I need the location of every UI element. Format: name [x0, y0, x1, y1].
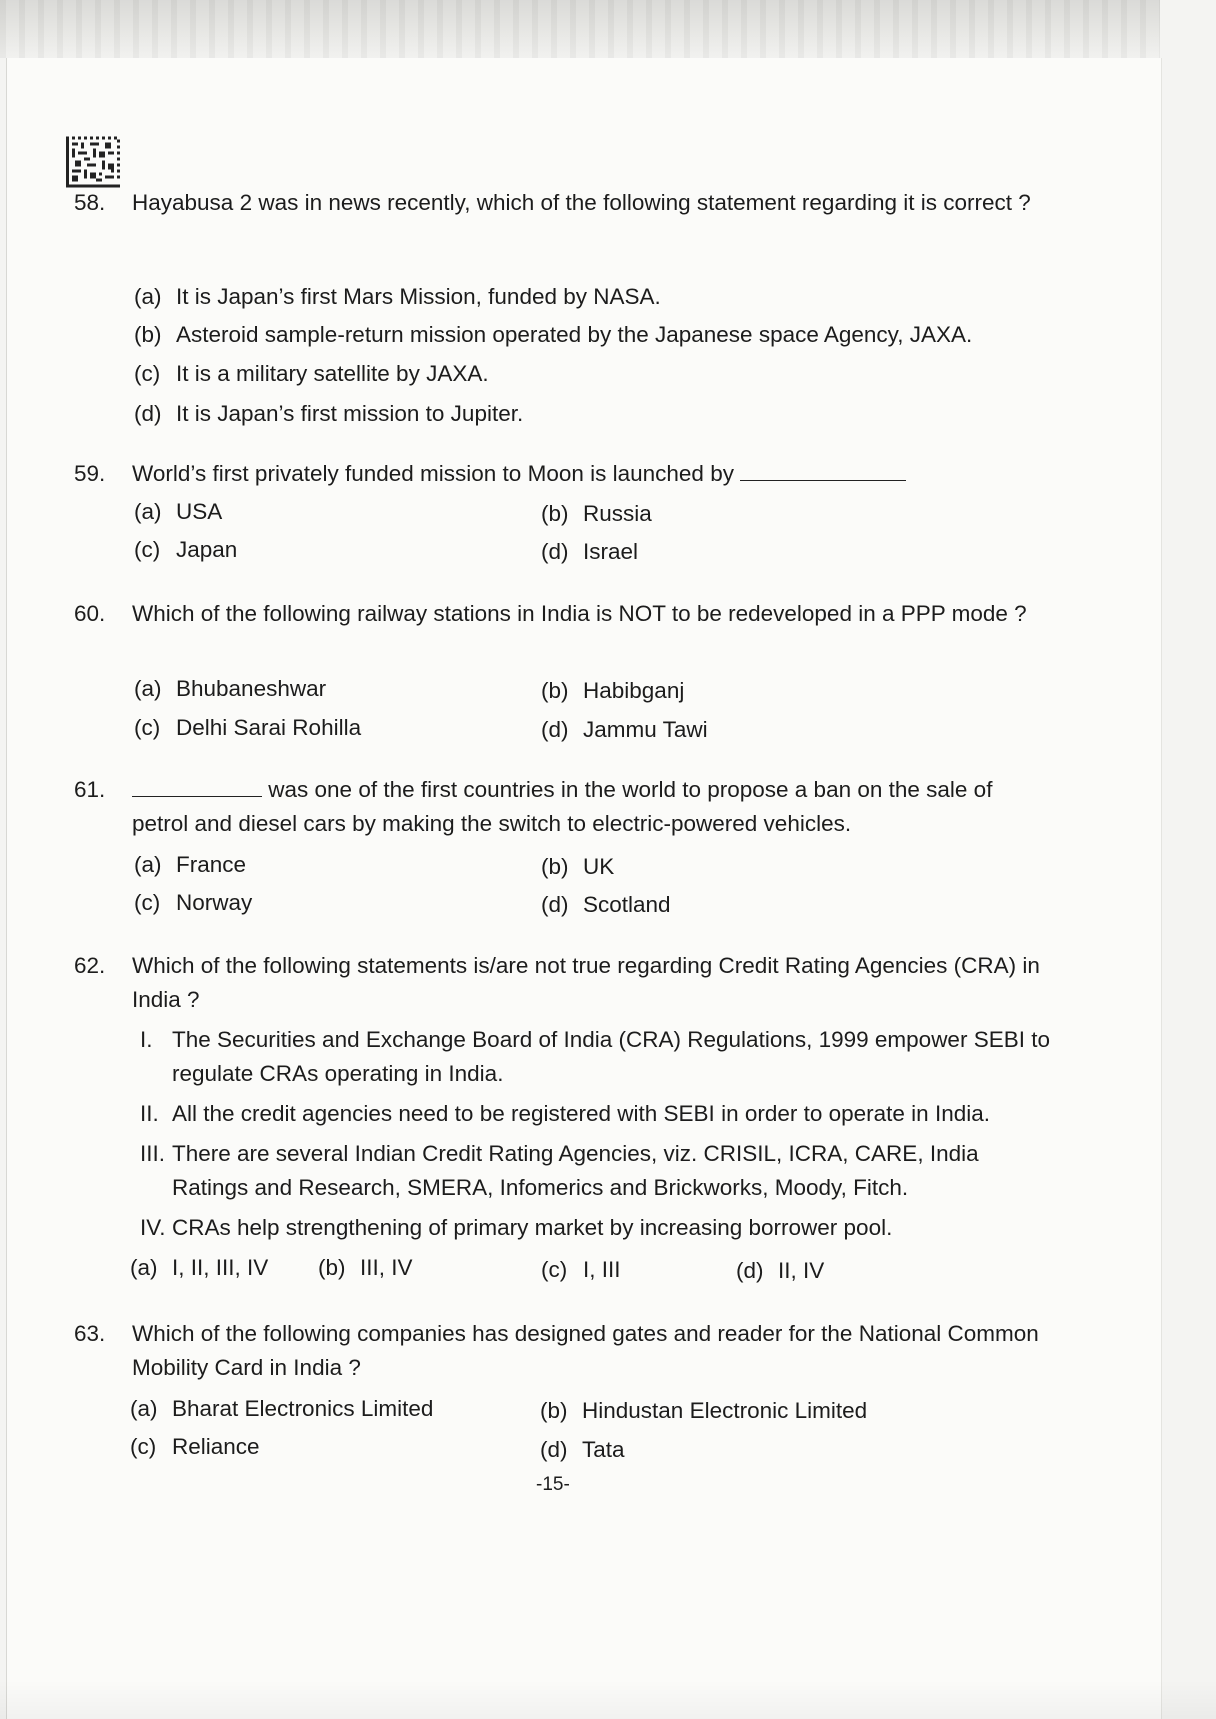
- option-a: (a) I, II, III, IV: [130, 1255, 269, 1280]
- option-d: (d) Jammu Tawi: [541, 717, 708, 742]
- option-c: (c) Delhi Sarai Rohilla: [134, 715, 362, 740]
- option-d: (d) It is Japan’s first mission to Jupiter.: [134, 401, 524, 426]
- scan-shadow-bottom: [0, 1680, 1216, 1719]
- scan-texture: [0, 0, 1160, 58]
- option-c: (c) It is a military satellite by JAXA.: [134, 361, 489, 386]
- option-d: (d) II, IV: [736, 1258, 825, 1283]
- option-b: (b) Habibganj: [541, 678, 685, 703]
- option-b: (b) Russia: [541, 501, 652, 526]
- question-text: World’s first privately funded mission to Moon is launched by: [132, 457, 1052, 491]
- option-b: (b) Asteroid sample-return mission operated by the Japanese space Agency, JAXA.: [134, 322, 973, 347]
- option-d: (d) Israel: [541, 539, 639, 564]
- question-number: 58.: [74, 190, 106, 215]
- option-b: (b) UK: [541, 854, 615, 879]
- question-number: 61.: [74, 777, 106, 802]
- option-c: (c) Norway: [134, 890, 253, 915]
- option-a: (a) Bhubaneshwar: [134, 676, 327, 701]
- option-a: (a) It is Japan’s first Mars Mission, funded by NASA.: [134, 284, 661, 309]
- option-b: (b) Hindustan Electronic Limited: [540, 1398, 868, 1423]
- question-number: 63.: [74, 1321, 106, 1346]
- question-text: Which of the following statements is/are not true regarding Credit Rating Agencies (CRA) in India ?: [132, 953, 1040, 1012]
- question-text: Which of the following railway stations in India is NOT to be redeveloped in a PPP mode ?: [132, 601, 1027, 626]
- question-text: was one of the first countries in the world to propose a ban on the sale of petrol and diesel cars by making the switch to electric-powered vehicles.: [132, 777, 993, 836]
- question-number: 59.: [74, 461, 106, 486]
- datamatrix-code-icon: [66, 136, 120, 188]
- answer-blank: [132, 776, 262, 797]
- option-c: (c) Japan: [134, 537, 238, 562]
- option-d: (d) Scotland: [541, 892, 671, 917]
- question-text: Which of the following companies has designed gates and reader for the National Common Mobility Card in India ?: [132, 1321, 1039, 1380]
- question-number: 62.: [74, 953, 106, 978]
- question-number: 60.: [74, 601, 106, 626]
- page-number: -15-: [536, 1474, 570, 1495]
- option-c: (c) I, III: [541, 1257, 621, 1282]
- option-a: (a) Bharat Electronics Limited: [130, 1396, 434, 1421]
- option-d: (d) Tata: [540, 1437, 625, 1462]
- answer-blank: [740, 460, 906, 481]
- option-a: (a) USA: [134, 499, 223, 524]
- option-a: (a) France: [134, 852, 247, 877]
- question-text: Hayabusa 2 was in news recently, which of the following statement regarding it is correct ?: [132, 190, 1031, 215]
- option-b: (b) III, IV: [318, 1255, 413, 1280]
- option-c: (c) Reliance: [130, 1434, 260, 1459]
